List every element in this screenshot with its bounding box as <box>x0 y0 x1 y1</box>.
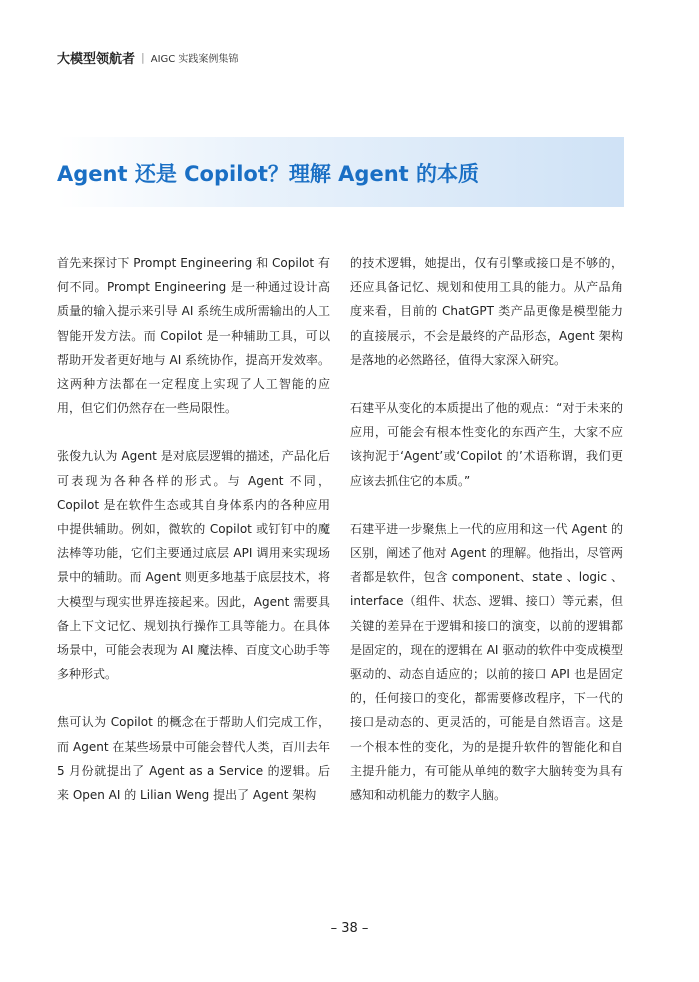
section-title: Agent 还是 Copilot？理解 Agent 的本质 <box>57 162 480 186</box>
page-number: – 38 – <box>330 921 369 936</box>
right-paragraph-1: 的技术逻辑，她提出，仅有引擎或接口是不够的，还应具备记忆、规划和使用工具的能力。从产品角度来看，目前的 ChatGPT 类产品更像是模型能力的直接展示，不会是最终的产品形态，Agent 架构是落地的必然路径，值得大家深入研究。 <box>350 256 623 367</box>
left-paragraph-3: 焦可认为 Copilot 的概念在于帮助人们完成工作，而 Agent 在某些场景中可能会替代人类，百川去年 5 月份就提出了 Agent as a Service 的逻辑。后来 Open AI 的 Lilian Weng 提出了 Agent 架构 <box>57 715 330 803</box>
header-brand: 大模型领航者 <box>57 52 136 67</box>
left-paragraph-2: 张俊九认为 Agent 是对底层逻辑的描述，产品化后可表现为各种各样的形式。与 Agent 不同，Copilot 是在软件生态或其自身体系内的各种应用中提供辅助。例如，微软的 Copilot 或钉钉中的魔法棒等功能，它们主要通过底层 API 调用来实现场景中的辅助。而 Agent 则更多地基于底层技术，将大模型与现实世界连接起来。因此，Agent 需要具备上下文记忆、规划执行操作工具等能力。在具体场景中，可能会表现为 AI 魔法棒、百度文心助手等多种形式。 <box>57 449 330 682</box>
left-column <box>57 251 330 831</box>
section-banner <box>57 137 624 207</box>
right-paragraph-2: 石建平从变化的本质提出了他的观点：“对于未来的应用，可能会有根本性变化的东西产生，大家不应该拘泥于‘Agent’或‘Copilot 的’术语称谓，我们更应该去抓住它的本质。” <box>350 401 623 488</box>
header-separator: | <box>141 51 145 64</box>
left-paragraph-1: 首先来探讨下 Prompt Engineering 和 Copilot 有何不同。Prompt Engineering 是一种通过设计高质量的输入提示来引导 AI 系统生成所需输出的人工智能开发方法。而 Copilot 是一种辅助工具，可以帮助开发者更好地与 AI 系统协作，提高开发效率。这两种方法都在一定程度上实现了人工智能的应用，但它们仍然存在一些局限性。 <box>57 256 330 416</box>
header-subtitle: AIGC 实践案例集锦 <box>150 54 239 65</box>
page-header <box>57 48 238 67</box>
right-column <box>350 251 623 831</box>
right-paragraph-3: 石建平进一步聚焦上一代的应用和这一代 Agent 的区别，阐述了他对 Agent 的理解。他指出，尽管两者都是软件，包含 component、state 、logic 、interface（组件、状态、逻辑、接口）等元素，但关键的差异在于逻辑和接口的演变，以前的逻辑都是固定的，现在的逻辑在 AI 驱动的软件中变成模型驱动的、动态自适应的；以前的接口 API 也是固定的，任何接口的变化，都需要修改程序，下一代的接口是动态的、更灵活的，可能是自然语言。这是一个根本性的变化，为的是提升软件的智能化和自主提升能力，有可能从单纯的数字大脑转变为具有感知和动机能力的数字人脑。 <box>350 521 623 803</box>
